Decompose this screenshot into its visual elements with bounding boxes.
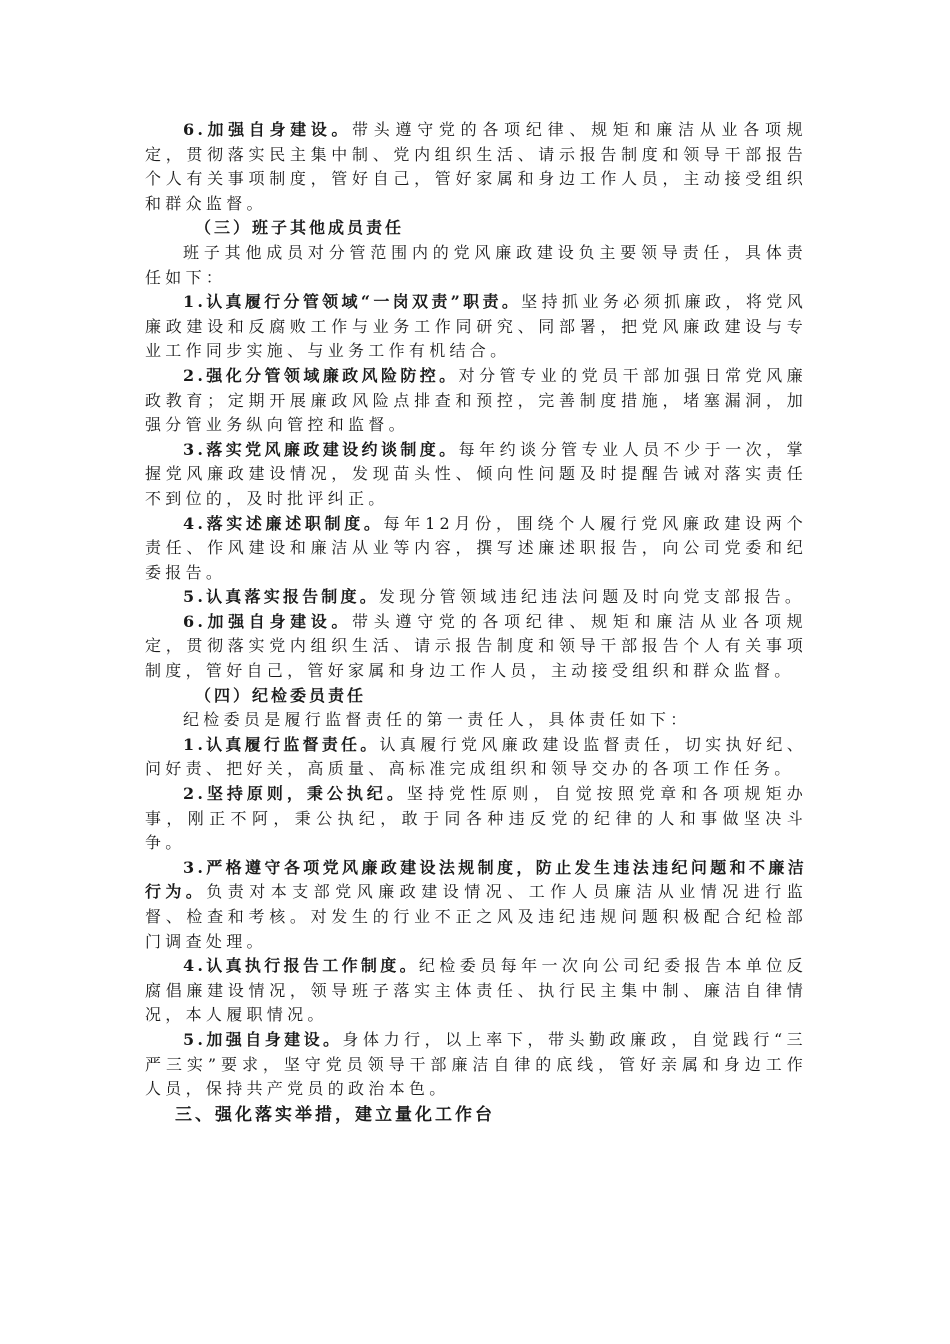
item-title: 2.坚持原则，秉公执纪。 xyxy=(183,784,407,804)
item-title: 2.强化分管领域廉政风险防控。 xyxy=(183,365,459,385)
chapter-heading: 三、强化落实举措，建立量化工作台 xyxy=(175,1104,495,1125)
item-title: 5.认真落实报告制度。 xyxy=(183,587,379,607)
paragraph-intro: 班子其他成员对分管范围内的党风廉政建设负主要领导责任，具体责任如下： xyxy=(145,242,807,287)
item-text: 负责对本支部党风廉政建设情况、工作人员廉洁从业情况进行监督、检查和考核。对发生的行业不正之风及违纪违规问题积极配合纪检部门调查处理。 xyxy=(145,882,807,951)
item-text: 坚持抓业务必须抓廉政，将党风廉政建设和反腐败工作与业务工作同研究、同部署，把党风廉政建设与专业工作同步实施、与业务工作有机结合。 xyxy=(145,292,807,361)
section-heading: （三）班子其他成员责任 xyxy=(195,218,405,238)
item-title: 1.认真履行分管领域“一岗双责”职责。 xyxy=(183,292,522,312)
section-heading: （四）纪检委员责任 xyxy=(195,685,367,705)
paragraph-item xyxy=(145,610,807,684)
paragraph-intro: 纪检委员是履行监督责任的第一责任人，具体责任如下： xyxy=(183,710,691,730)
paragraph-item xyxy=(145,954,807,1028)
paragraph-item xyxy=(145,585,807,610)
item-text: 带头遵守党的各项纪律、规矩和廉洁从业各项规定，贯彻落实党内组织生活、请示报告制度和领导干部报告个人有关事项制度，管好自己，管好家属和身边工作人员，主动接受组织和群众监督。 xyxy=(145,611,807,681)
item-text: 坚持党性原则，自觉按照党章和各项规矩办事，刚正不阿，秉公执纪，敢于同各种违反党的纪律的人和事做坚决斗争。 xyxy=(145,784,807,853)
item-text: 认真履行党风廉政建设监督责任，切实执好纪、问好责、把好关，高质量、高标准完成组织和领导交办的各项工作任务。 xyxy=(145,734,807,779)
paragraph-item xyxy=(145,364,807,438)
item-text: 纪检委员每年一次向公司纪委报告本单位反腐倡廉建设情况，领导班子落实主体责任、执行民主集中制、廉洁自律情况，本人履职情况。 xyxy=(145,956,807,1025)
paragraph-item xyxy=(145,733,807,782)
item-text: 每年约谈分管专业人员不少于一次，掌握党风廉政建设情况，发现苗头性、倾向性问题及时提醒告诫对落实责任不到位的，及时批评纠正。 xyxy=(145,439,807,508)
item-title: 3.严格遵守各项党风廉政建设法规制度，防止发生违法违纪问题和不廉洁行为。 xyxy=(145,857,807,902)
item-title: 3.落实党风廉政建设约谈制度。 xyxy=(183,439,459,459)
item-text: 身体力行，以上率下，带头勤政廉政，自觉践行“三严三实”要求，坚守党员领导干部廉洁自律的底线，管好亲属和身边工作人员，保持共产党员的政治本色。 xyxy=(145,1029,807,1099)
paragraph-item xyxy=(145,1028,807,1102)
item-text: 每年12月份，围绕个人履行党风廉政建设两个责任、作风建设和廉洁从业等内容，撰写述廉述职报告，向公司党委和纪委报告。 xyxy=(145,513,808,582)
paragraph-item xyxy=(145,512,807,586)
paragraph-item xyxy=(145,438,807,512)
paragraph-item xyxy=(145,290,807,364)
item-title: 6.加强自身建设。 xyxy=(183,120,352,139)
item-title: 1.认真履行监督责任。 xyxy=(183,734,380,754)
paragraph-item xyxy=(145,856,807,954)
item-text: 对分管专业的党员干部加强日常党风廉政教育；定期开展廉政风险点排查和预控，完善制度措施，堵塞漏洞，加强分管业务纵向管控和监督。 xyxy=(145,365,807,435)
item-title: 4.认真执行报告工作制度。 xyxy=(183,956,419,976)
paragraph-item xyxy=(145,782,807,856)
document-body xyxy=(145,118,807,1128)
item-text: 发现分管领域违纪违法问题及时向党支部报告。 xyxy=(378,587,806,607)
item-title: 4.落实述廉述职制度。 xyxy=(183,513,384,533)
item-text: 带头遵守党的各项纪律、规矩和廉洁从业各项规定，贯彻落实民主集中制、党内组织生活、请示报告制度和领导干部报告个人有关事项制度，管好自己，管好家属和身边工作人员，主动接受组织和群众监督。 xyxy=(145,120,807,213)
item-title: 6.加强自身建设。 xyxy=(183,611,352,631)
item-title: 5.加强自身建设。 xyxy=(183,1029,343,1049)
paragraph-item xyxy=(145,118,807,216)
